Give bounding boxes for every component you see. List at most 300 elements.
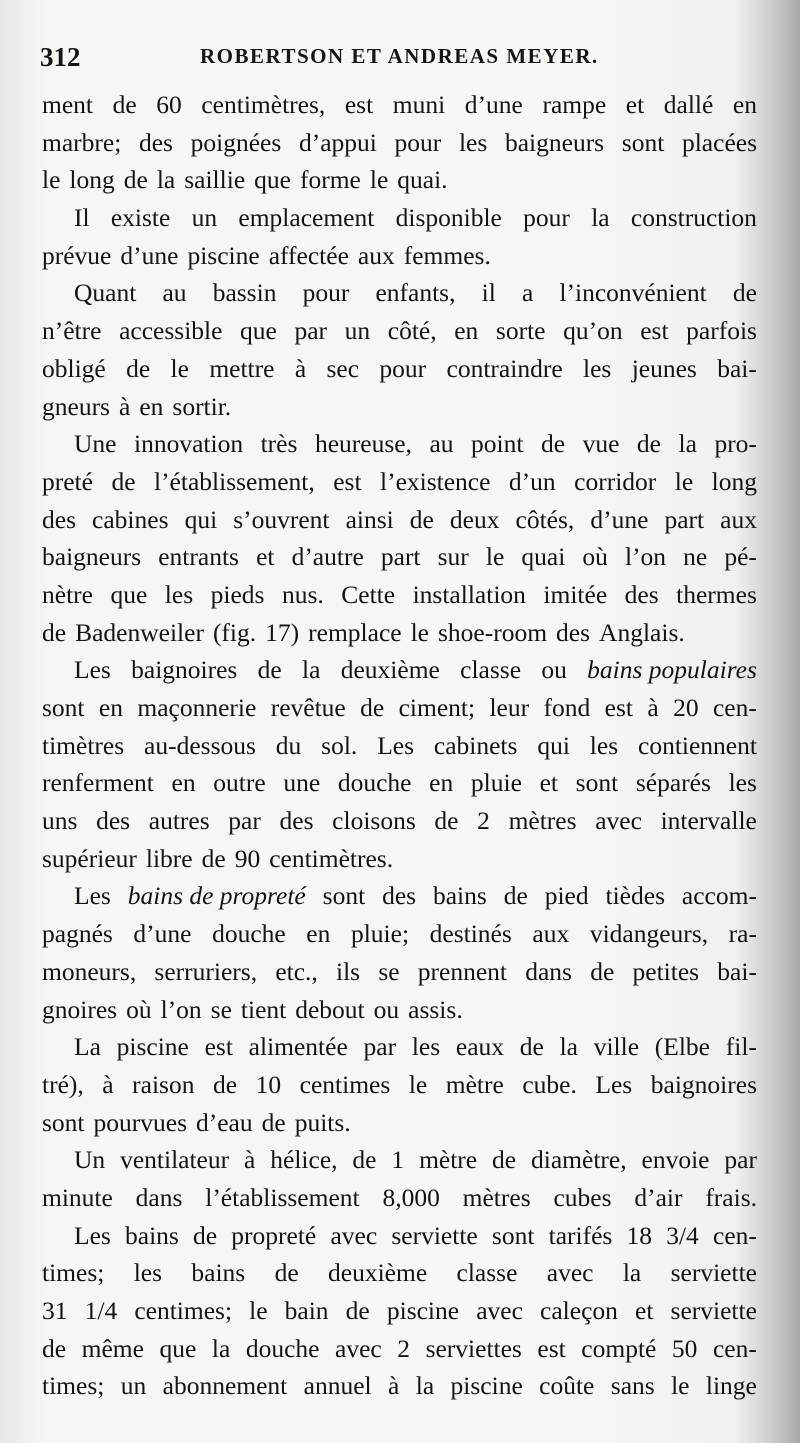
word: et xyxy=(256,542,275,572)
text-line xyxy=(42,1367,757,1405)
word: que xyxy=(159,1333,197,1363)
word: part xyxy=(380,542,421,572)
word: imitée xyxy=(543,579,608,609)
text-line xyxy=(42,689,757,727)
word: la xyxy=(415,1371,435,1401)
word: accessible xyxy=(119,316,223,346)
word: leur xyxy=(489,693,530,722)
word: Les xyxy=(595,1069,633,1099)
word: poignées xyxy=(190,127,282,157)
word: 50 xyxy=(671,1333,698,1363)
text-line xyxy=(42,237,757,275)
text-line xyxy=(42,538,757,576)
word: dallé xyxy=(663,90,714,119)
word: baignoires xyxy=(650,1069,757,1099)
word: jeunes xyxy=(631,353,697,383)
word: long xyxy=(711,466,757,496)
word: qui xyxy=(537,730,570,760)
word: parfois xyxy=(686,316,757,346)
word: gnoires xyxy=(42,994,118,1024)
word: bains xyxy=(191,1258,246,1288)
word: timètres xyxy=(42,730,125,760)
word: prennent xyxy=(417,956,508,986)
word: des xyxy=(556,617,591,647)
word: avec xyxy=(335,1333,382,1363)
word: quai. xyxy=(397,165,448,195)
word: 1 xyxy=(391,1145,405,1175)
word: caleçon xyxy=(540,1296,618,1325)
word: a xyxy=(521,278,534,308)
word: dans xyxy=(135,1182,183,1212)
word: nètre xyxy=(42,579,93,609)
word: coûte xyxy=(539,1371,595,1401)
word: diamètre, xyxy=(531,1145,627,1175)
word: frais. xyxy=(705,1182,757,1212)
word: douche xyxy=(245,1333,320,1363)
text-line xyxy=(42,124,757,162)
text-line xyxy=(42,877,757,915)
word: au xyxy=(429,429,454,459)
word: heureuse, xyxy=(314,429,412,459)
text-line xyxy=(42,199,757,237)
word: de xyxy=(257,655,282,685)
word: sont xyxy=(42,693,85,722)
word: puits. xyxy=(294,1107,351,1137)
word: le xyxy=(42,165,61,195)
word: où xyxy=(582,542,608,572)
word: tient xyxy=(240,994,287,1024)
word: le xyxy=(674,466,694,496)
word: le xyxy=(249,1296,268,1325)
word: cabinets xyxy=(433,730,518,760)
word: s’ouvrent xyxy=(233,504,330,534)
word: de xyxy=(590,956,615,986)
word: les xyxy=(728,768,757,798)
word: installation xyxy=(412,579,526,609)
word: de xyxy=(123,165,148,195)
word: Badenweiler xyxy=(75,617,204,647)
page-number: 312 xyxy=(40,42,81,72)
word: où xyxy=(126,994,152,1024)
word: à xyxy=(647,693,659,722)
word: qui xyxy=(184,504,218,534)
text-line xyxy=(42,1217,757,1255)
word: les xyxy=(133,1258,163,1288)
word: 10 xyxy=(255,1069,282,1099)
word: raison xyxy=(132,1069,195,1099)
text-line xyxy=(42,1179,757,1217)
word: très xyxy=(260,429,298,459)
word: qu’on xyxy=(563,316,623,346)
word: de xyxy=(213,1069,238,1099)
word: et xyxy=(625,90,645,119)
word: mètres xyxy=(508,806,577,836)
word: autres xyxy=(148,806,210,836)
word: sont xyxy=(621,127,665,157)
word: piscine xyxy=(386,1296,460,1325)
word: pagnés xyxy=(42,919,113,949)
text-line xyxy=(42,1028,757,1066)
word: obligé xyxy=(42,353,106,383)
word: part xyxy=(664,504,705,534)
word: serruriers, xyxy=(154,956,258,986)
word: même xyxy=(81,1333,144,1363)
text-line xyxy=(42,840,757,878)
word: cen- xyxy=(713,1220,757,1250)
word: abonnement xyxy=(162,1371,288,1401)
word: point xyxy=(471,429,524,459)
word: pluie xyxy=(470,768,522,798)
word: baigneurs xyxy=(42,542,142,572)
word: en xyxy=(429,768,454,798)
word: sans xyxy=(610,1371,655,1401)
word: enfants, xyxy=(375,278,456,308)
word: l’on xyxy=(160,994,202,1024)
word: est xyxy=(537,1333,566,1363)
word: et xyxy=(539,768,558,798)
word: la xyxy=(622,1258,642,1288)
word: est xyxy=(333,466,362,496)
word: est xyxy=(204,1032,233,1062)
word: la xyxy=(559,1032,578,1062)
word: annuel xyxy=(303,1371,372,1401)
word: serviettes xyxy=(425,1333,522,1363)
word: fil- xyxy=(725,1032,757,1062)
word: centimètres, xyxy=(201,90,326,119)
word: à xyxy=(102,1069,114,1099)
word: piscine xyxy=(187,240,260,270)
word: placées xyxy=(681,127,757,157)
word: maçonnerie xyxy=(137,693,257,722)
word: des xyxy=(96,806,131,836)
word: remplace xyxy=(308,617,402,647)
word: pé- xyxy=(724,542,757,572)
word: de xyxy=(193,1220,218,1250)
running-head: ROBERTSON ET ANDREAS MEYER. xyxy=(200,44,599,68)
word: de xyxy=(274,1258,299,1288)
text-line xyxy=(42,274,757,312)
word: de xyxy=(732,278,757,308)
word: en xyxy=(98,693,123,722)
word: le xyxy=(671,1371,690,1401)
word: bain xyxy=(284,1296,329,1325)
word: les xyxy=(589,730,619,760)
page-header xyxy=(40,38,760,72)
word: corridor xyxy=(574,466,657,496)
text-line xyxy=(42,576,757,614)
word: minute xyxy=(42,1182,113,1212)
word: fond xyxy=(543,693,591,722)
word: prévue xyxy=(42,240,112,270)
word: deux xyxy=(449,504,500,534)
text-line xyxy=(42,1254,757,1292)
word: des xyxy=(279,806,314,836)
word: un xyxy=(191,203,218,233)
word: centimètres. xyxy=(269,843,394,873)
word: d’autre xyxy=(291,542,364,572)
word: ment xyxy=(42,90,93,119)
word: Les xyxy=(74,1220,111,1250)
word: la xyxy=(678,429,697,459)
text-line xyxy=(42,651,757,689)
word: une xyxy=(283,768,321,798)
word: un xyxy=(344,316,371,346)
word: et xyxy=(635,1296,654,1325)
word: Les xyxy=(377,730,415,760)
word: à xyxy=(244,1145,256,1175)
word: gneurs xyxy=(42,391,110,421)
word: de xyxy=(519,1032,544,1062)
word: classe xyxy=(460,655,522,685)
word: times; xyxy=(42,1371,105,1401)
word: thermes xyxy=(676,579,757,609)
word: 2 xyxy=(397,1333,411,1363)
word: de xyxy=(352,1145,377,1175)
word: Les xyxy=(74,655,111,685)
word: bains de propreté xyxy=(127,881,306,911)
word: deuxième xyxy=(340,655,440,685)
word: aux xyxy=(720,504,757,534)
word: sont xyxy=(322,881,366,911)
word: d’une xyxy=(590,504,649,534)
word: ou xyxy=(541,655,567,685)
word: contiennent xyxy=(638,730,757,760)
word: bains xyxy=(432,881,487,911)
word: il xyxy=(481,278,496,308)
word: Une xyxy=(74,429,117,459)
word: long xyxy=(69,165,115,195)
word: 8,000 xyxy=(382,1182,440,1212)
word: times; xyxy=(42,1258,105,1288)
text-line xyxy=(42,86,757,124)
word: en xyxy=(171,768,196,798)
word: supérieur xyxy=(42,843,137,873)
word: sont xyxy=(575,768,619,798)
word: sec xyxy=(326,353,360,383)
text-line xyxy=(42,1141,757,1179)
word: cubes xyxy=(553,1182,612,1212)
word: tièdes xyxy=(605,881,665,911)
text-line xyxy=(42,1104,757,1142)
word: saillie xyxy=(184,165,246,195)
word: deuxième xyxy=(328,1258,428,1288)
word: innovation xyxy=(134,429,244,459)
word: les xyxy=(458,127,488,157)
word: par xyxy=(363,1032,397,1062)
word: douche xyxy=(212,919,286,949)
word: petites xyxy=(632,956,700,986)
word: la xyxy=(211,1333,231,1363)
text-line xyxy=(42,1066,757,1104)
word: sorte xyxy=(495,316,546,346)
word: marbre; xyxy=(42,127,122,157)
word: (Elbe xyxy=(654,1032,711,1062)
word: de xyxy=(345,1296,370,1325)
word: moneurs, xyxy=(42,956,137,986)
word: sont xyxy=(491,1220,535,1250)
word: 17) xyxy=(265,617,300,647)
word: destinés xyxy=(429,919,512,949)
word: pour xyxy=(394,127,442,157)
word: 3/4 xyxy=(666,1220,699,1250)
body-text xyxy=(42,86,757,1405)
word: ciment; xyxy=(398,693,476,722)
word: avec xyxy=(330,1220,378,1250)
word: mètre xyxy=(445,1069,504,1099)
word: ils xyxy=(336,956,361,986)
text-line xyxy=(42,764,757,802)
word: pieds xyxy=(210,579,265,609)
word: 1/4 xyxy=(84,1296,118,1325)
text-line xyxy=(42,161,757,199)
text-line xyxy=(42,915,757,953)
word: l’on xyxy=(624,542,667,572)
word: compté xyxy=(581,1333,657,1363)
word: pied xyxy=(544,881,589,911)
word: de xyxy=(540,429,566,459)
text-line xyxy=(42,501,757,539)
word: le xyxy=(408,1069,428,1099)
word: etc., xyxy=(275,956,318,986)
word: le xyxy=(369,165,389,195)
word: est xyxy=(604,693,633,722)
word: de xyxy=(636,429,661,459)
word: de xyxy=(42,1333,67,1363)
word: en xyxy=(732,90,757,119)
word: 18 xyxy=(626,1220,653,1250)
word: Cette xyxy=(341,579,396,609)
word: de xyxy=(434,806,459,836)
word: sont xyxy=(42,1107,85,1137)
word: cen- xyxy=(712,1333,757,1363)
word: classe xyxy=(456,1258,518,1288)
word: de xyxy=(409,504,434,534)
word: est xyxy=(344,90,374,119)
word: 31 xyxy=(42,1296,68,1325)
word: avec xyxy=(546,1258,594,1288)
word: serviette xyxy=(670,1258,757,1288)
word: eaux xyxy=(455,1032,505,1062)
word: contraindre xyxy=(446,353,563,383)
word: vidangeurs, xyxy=(589,919,709,949)
word: est xyxy=(640,316,669,346)
word: des xyxy=(624,579,659,609)
word: des xyxy=(42,504,76,534)
word: d’une xyxy=(464,90,523,119)
word: de xyxy=(503,881,528,911)
word: de xyxy=(126,353,151,383)
word: à xyxy=(118,391,131,421)
word: serviette xyxy=(391,1220,478,1250)
word: debout xyxy=(295,994,365,1024)
word: bai- xyxy=(717,956,757,986)
word: emplacement xyxy=(238,203,375,233)
word: aux xyxy=(357,240,395,270)
word: la xyxy=(591,203,610,233)
word: ventilateur xyxy=(120,1145,230,1175)
word: tré), xyxy=(42,1069,84,1099)
word: de xyxy=(492,1145,517,1175)
word: serviette xyxy=(670,1296,757,1325)
word: le xyxy=(410,617,429,647)
text-line xyxy=(42,991,757,1029)
word: baignoires xyxy=(131,655,238,685)
word: côtés, xyxy=(515,504,575,534)
word: des xyxy=(382,881,417,911)
word: vue xyxy=(582,429,620,459)
word: tarifés xyxy=(548,1220,613,1250)
text-line xyxy=(42,388,757,426)
word: dans xyxy=(525,956,572,986)
word: que xyxy=(110,579,148,609)
word: un xyxy=(120,1371,147,1401)
word: nus. xyxy=(281,579,324,609)
word: se xyxy=(378,956,400,986)
word: rampe xyxy=(542,90,607,119)
word: cabines xyxy=(92,504,169,534)
word: (fig. xyxy=(212,617,257,647)
word: ne xyxy=(683,542,708,572)
text-line xyxy=(42,463,757,501)
word: que xyxy=(240,316,277,346)
word: bains xyxy=(125,1220,179,1250)
word: de xyxy=(261,1107,286,1137)
word: femmes. xyxy=(403,240,491,270)
word: côté, xyxy=(387,316,437,346)
word: à xyxy=(294,353,307,383)
word: pour xyxy=(302,278,350,308)
word: pour xyxy=(379,353,427,383)
word: sol. xyxy=(321,730,358,760)
word: d’appui xyxy=(298,127,377,157)
word: de xyxy=(42,617,67,647)
word: d’eau xyxy=(196,1107,253,1137)
word: centimes; xyxy=(134,1296,233,1325)
word: existe xyxy=(110,203,171,233)
word: cloisons xyxy=(332,806,416,836)
text-line xyxy=(42,802,757,840)
word: pluie; xyxy=(350,919,410,949)
word: entrants xyxy=(158,542,239,572)
word: par xyxy=(228,806,261,836)
word: des xyxy=(138,127,173,157)
text-line xyxy=(42,1330,757,1368)
word: baigneurs xyxy=(504,127,605,157)
word: bassin xyxy=(212,278,277,308)
word: renferment xyxy=(42,768,154,798)
word: disponible xyxy=(395,203,502,233)
word: de xyxy=(112,90,137,119)
word: au-dessous xyxy=(144,730,256,760)
word: sortir. xyxy=(172,391,232,421)
word: ainsi xyxy=(345,504,394,534)
word: l’inconvénient xyxy=(559,278,707,308)
word: la xyxy=(302,655,321,685)
word: en xyxy=(139,391,164,421)
word: centimes xyxy=(299,1069,391,1099)
word: muni xyxy=(392,90,446,119)
word: Quant xyxy=(74,278,137,308)
word: Il xyxy=(74,203,90,233)
text-line xyxy=(42,312,757,350)
word: les xyxy=(164,579,194,609)
word: linge xyxy=(705,1371,757,1401)
word: se xyxy=(210,994,232,1024)
word: Anglais. xyxy=(599,617,685,647)
word: envoie xyxy=(641,1145,710,1175)
word: ville xyxy=(593,1032,640,1062)
word: quai xyxy=(521,542,566,572)
